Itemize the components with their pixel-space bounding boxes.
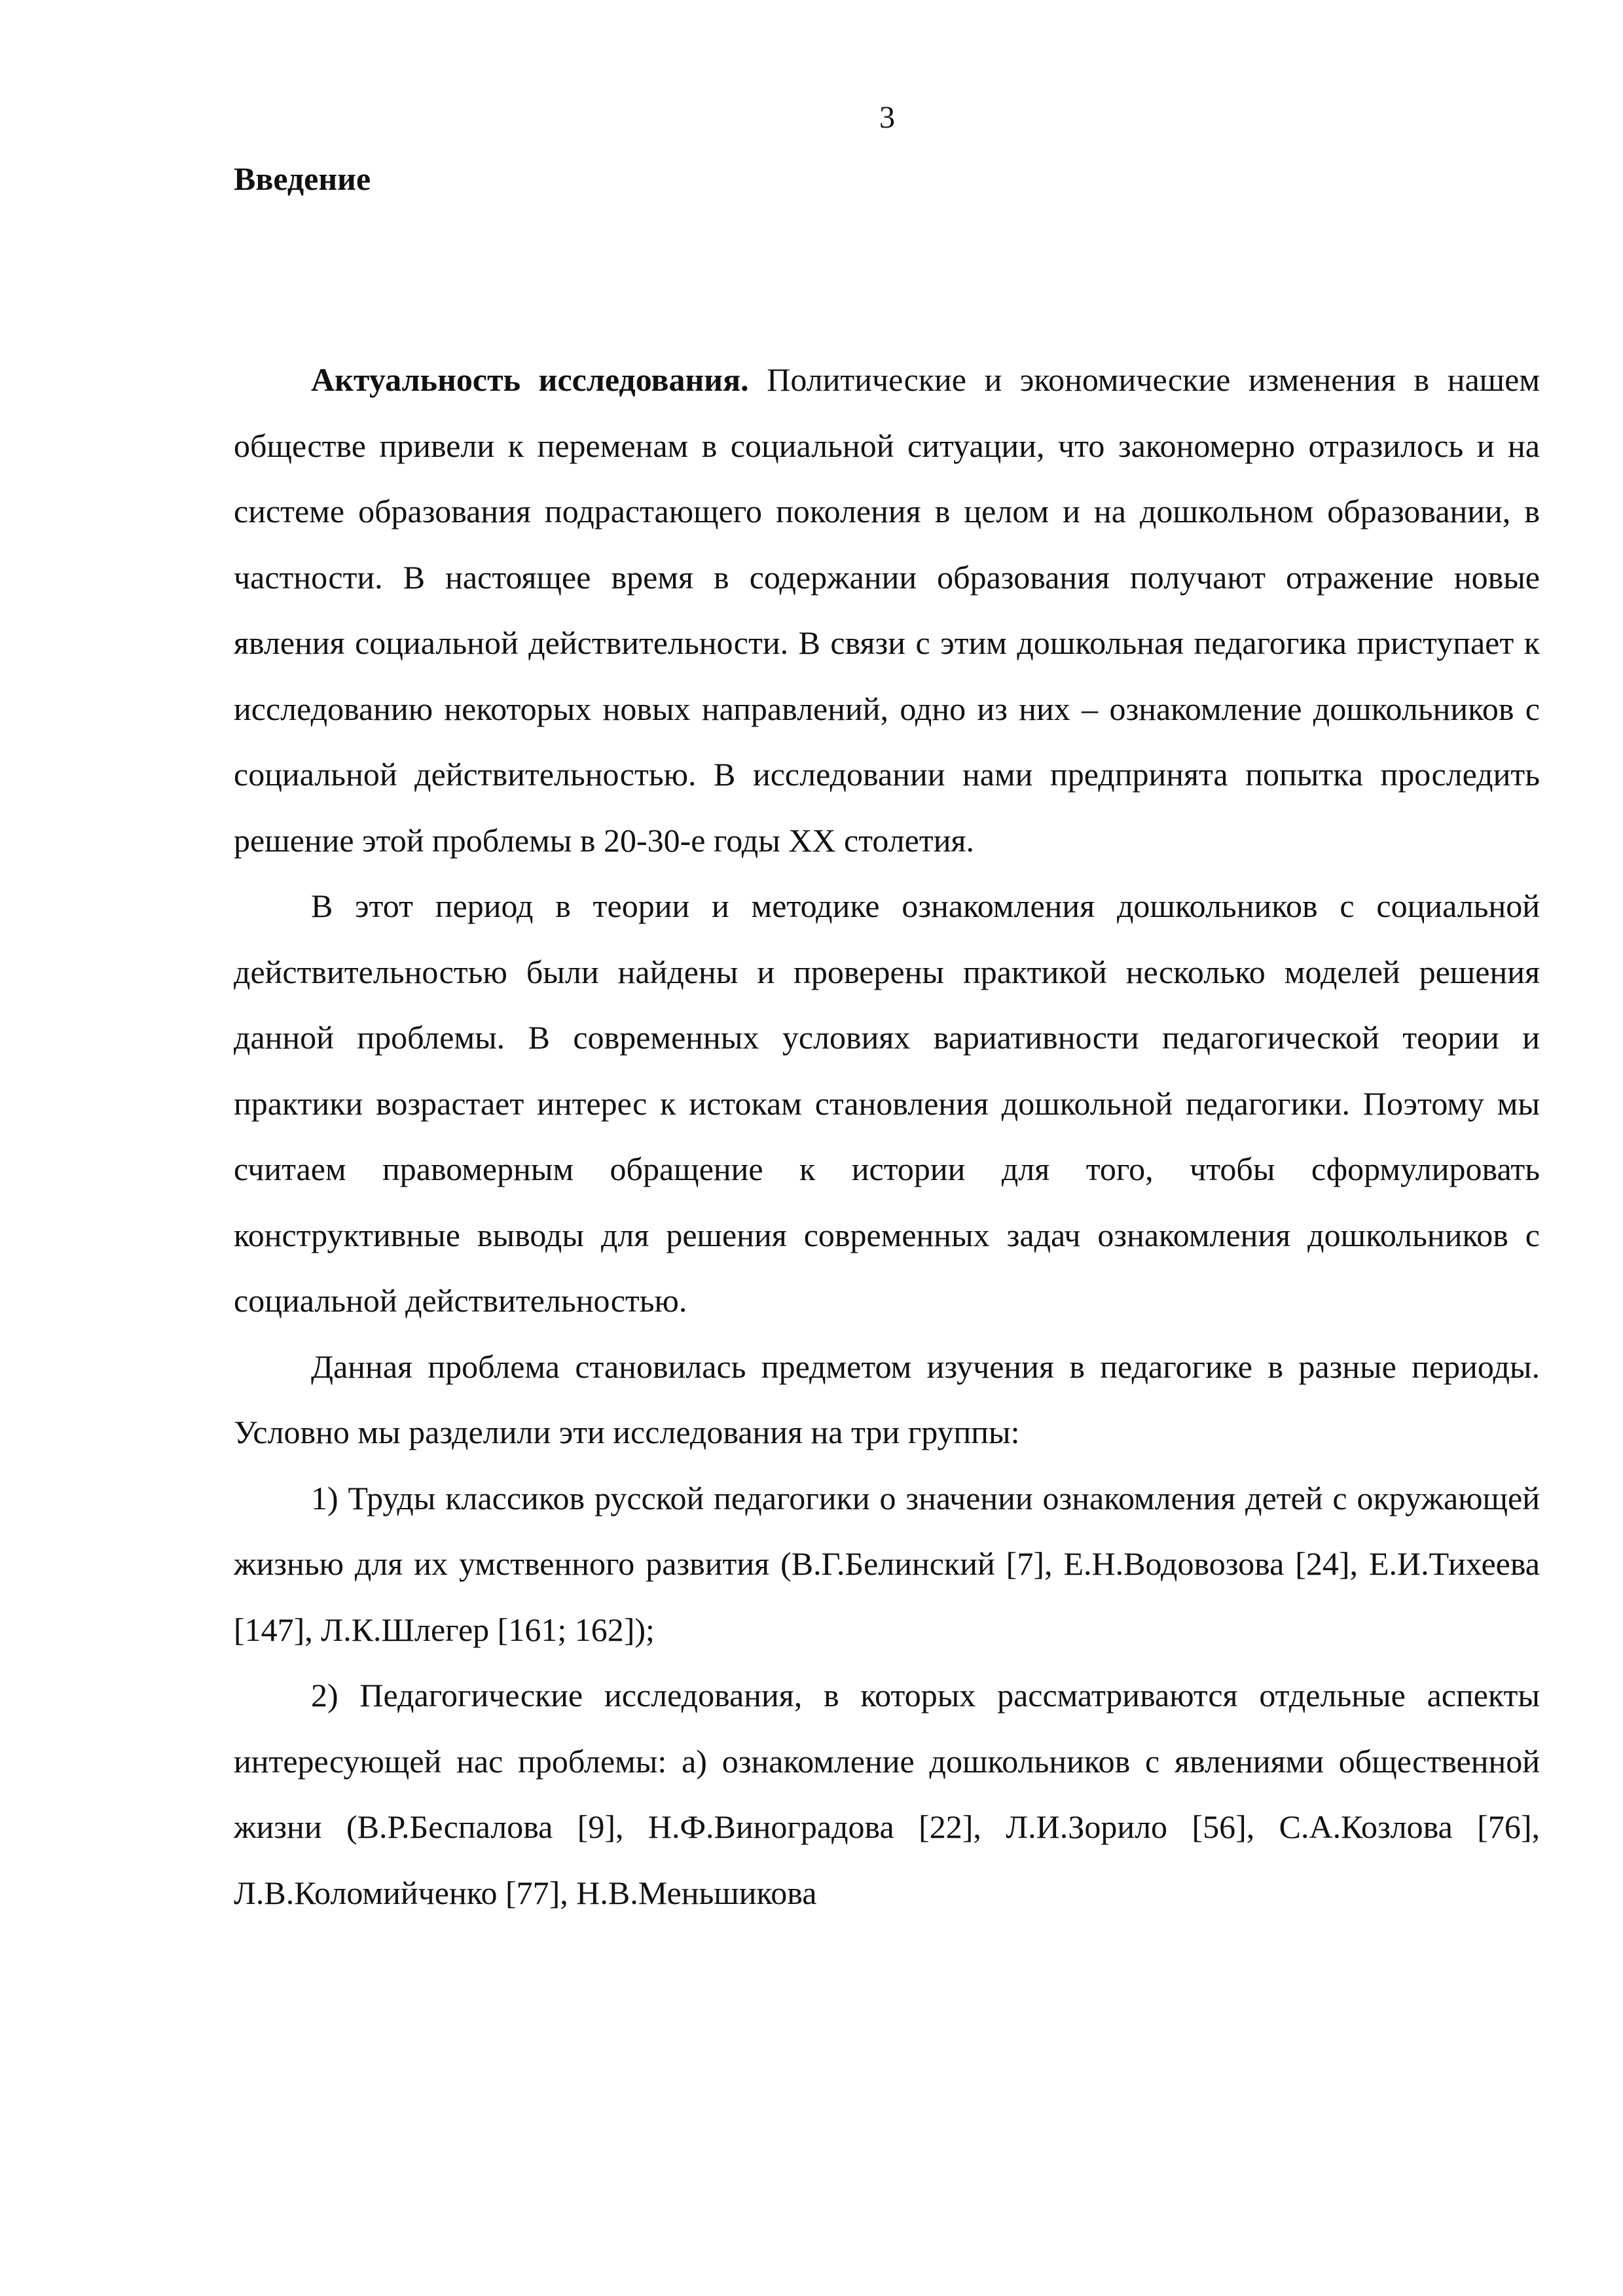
paragraph-group-2: 2) Педагогические исследования, в которых рассматриваются отдельные аспекты интересующей нас проблемы: а) ознакомление дошкольников с явлениями общественной жизни (В.Р.Беспалова [9], Н.Ф.Виноградова [22], Л.И.Зорило [56], С.А.Козлова [76], Л.В.Коломийченко [77], Н.В.Меньшикова [234, 1677, 1540, 1911]
page-number: 3 [879, 100, 895, 135]
paragraph-text: Политические и экономические изменения в нашем обществе привели к переменам в социальной ситуации, что закономерно отразилось и на системе образования подрастающего поколения в целом и на дошкольном образовании, в частности. В настоящее время в содержании образования получают отражение новые явления социальной действительности. В связи с этим дошкольная педагогика приступает к исследованию некоторых новых направлений, одно из них – ознакомление дошкольников с социальной действительностью. В исследовании нами предпринята попытка проследить решение этой проблемы в 20-30-е годы XX столетия. [234, 361, 1540, 859]
paragraph-period: В этот период в теории и методике ознакомления дошкольников с социальной действительностью были найдены и проверены практикой несколько моделей решения данной проблемы. В современных условиях вариативности педагогической теории и практики возрастает интерес к истокам становления дошкольной педагогики. Поэтому мы считаем правомерным обращение к истории для того, чтобы сформулировать конструктивные выводы для решения современных задач ознакомления дошкольников с социальной действительностью. [234, 888, 1540, 1319]
paragraph-problem: Данная проблема становилась предметом изучения в педагогике в разные периоды. Условно мы разделили эти исследования на три группы: [234, 1348, 1540, 1450]
section-heading: Введение [234, 160, 371, 197]
body-text [234, 347, 1540, 1926]
paragraph-lead: Актуальность исследования. [311, 361, 749, 398]
paragraph-group-1: 1) Труды классиков русской педагогики о значении ознакомления детей с окружающей жизнью для их умственного развития (В.Г.Белинский [7], Е.Н.Водовозова [24], Е.И.Тихеева [147], Л.К.Шлегер [161; 162]); [234, 1479, 1540, 1648]
paragraph-relevance [234, 347, 1540, 873]
